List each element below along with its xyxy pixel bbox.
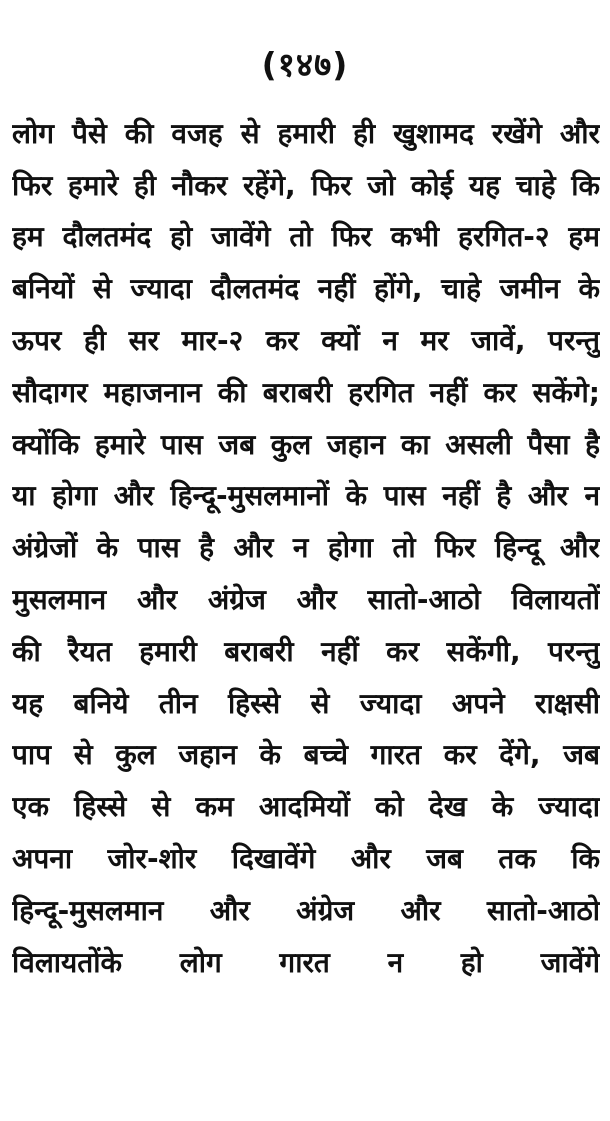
text-line-content: ऊपर ही सर मार-२ कर क्यों न मर जावें, परन्तु — [12, 324, 600, 358]
text-line — [12, 367, 600, 419]
text-line — [12, 678, 600, 730]
text-line-content: विलायतोंके लोग गारत न हो जावेंगे — [12, 945, 600, 979]
page-number: (१४७) — [261, 45, 349, 84]
text-line-content: या होगा और हिन्दू-मुसलमानों के पास नहीं है और न — [12, 479, 600, 513]
text-line-content: अपना जोर-शोर दिखावेंगे और जब तक कि — [12, 842, 600, 876]
text-line — [12, 626, 600, 678]
text-line-content: बनियों से ज्यादा दौलतमंद नहीं होंगे, चाहे जमीन के — [12, 272, 600, 306]
text-line — [12, 471, 600, 523]
text-line — [12, 574, 600, 626]
text-line-content: अंग्रेजों के पास है और न होगा तो फिर हिन्दू और — [12, 531, 600, 565]
text-line-content: क्योंकि हमारे पास जब कुल जहान का असली पैसा है — [12, 427, 600, 461]
text-line-content: एक हिस्से से कम आदमियों को देख के ज्यादा — [12, 790, 600, 824]
text-line — [12, 937, 600, 989]
text-line-content: यह बनिये तीन हिस्से से ज्यादा अपने राक्षसी — [12, 686, 600, 720]
text-line — [12, 160, 600, 212]
text-line-content: पाप से कुल जहान के बच्चे गारत कर देंगे, जब — [12, 738, 600, 772]
text-line — [12, 212, 600, 264]
text-line — [12, 263, 600, 315]
text-line — [12, 419, 600, 471]
body-text — [12, 108, 600, 989]
text-line-content: सौदागर महाजनान की बराबरी हरगित नहीं कर सकेंगे; — [12, 375, 600, 409]
text-line-content: हम दौलतमंद हो जावेंगे तो फिर कभी हरगित-२ हम — [12, 220, 600, 254]
text-line — [12, 315, 600, 367]
text-line-content: मुसलमान और अंग्रेज और सातो-आठो विलायतों — [12, 583, 600, 617]
text-line — [12, 108, 600, 160]
text-line — [12, 885, 600, 937]
text-line — [12, 522, 600, 574]
text-line — [12, 833, 600, 885]
text-line-content: लोग पैसे की वजह से हमारी ही खुशामद रखेंगे और — [12, 116, 600, 150]
text-line — [12, 781, 600, 833]
text-line — [12, 730, 600, 782]
text-line-content: फिर हमारे ही नौकर रहेंगे, फिर जो कोई यह चाहे कि — [12, 168, 600, 202]
text-line-content: की रैयत हमारी बराबरी नहीं कर सकेंगी, परन्तु — [12, 634, 600, 668]
text-line-content: हिन्दू-मुसलमान और अंग्रेज और सातो-आठो — [12, 893, 600, 927]
